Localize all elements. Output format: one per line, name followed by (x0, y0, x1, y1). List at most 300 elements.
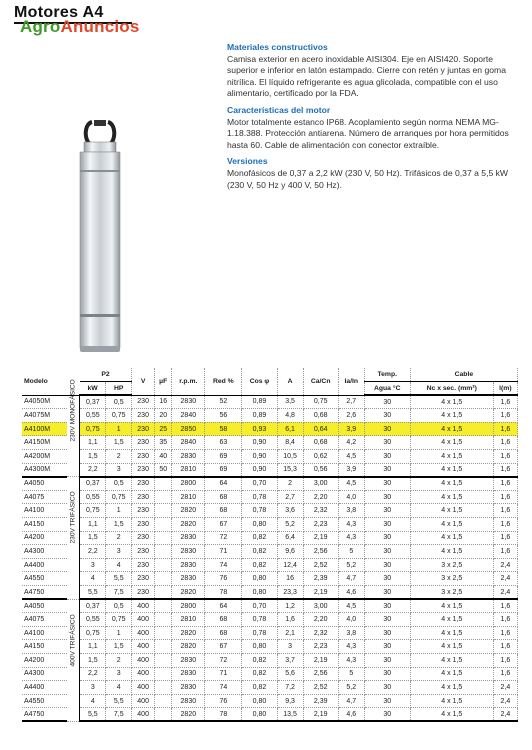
cell-ncsec: 4 x 1,5 (410, 545, 493, 559)
cell-cos: 0,82 (242, 545, 277, 559)
cell-lm: 2,4 (493, 681, 517, 695)
spec-section-title: Características del motor (227, 104, 331, 115)
cell-cos: 0,90 (242, 436, 277, 450)
cell-temp: 30 (364, 477, 410, 491)
cell-uf (155, 531, 172, 545)
cell-ncsec: 4 x 1,5 (410, 463, 493, 477)
cell-rpm: 2810 (172, 613, 205, 627)
cell-uf (155, 640, 172, 654)
cell-model: A4400 (22, 681, 67, 695)
cell-lm: 1,6 (493, 613, 517, 627)
cell-iain: 3,9 (338, 463, 364, 477)
cell-hp: 0,75 (106, 490, 132, 504)
cell-rpm: 2830 (172, 667, 205, 681)
cell-lm: 2,4 (493, 586, 517, 600)
table-row (22, 586, 518, 600)
cell-kw: 0,55 (80, 613, 106, 627)
cell-kw: 1,5 (80, 531, 106, 545)
cell-rpm: 2820 (172, 708, 205, 722)
cell-cos: 0,82 (242, 667, 277, 681)
cell-kw: 5,5 (80, 586, 106, 600)
cell-red: 68 (205, 613, 242, 627)
cell-rpm: 2830 (172, 450, 205, 464)
cell-cos: 0,89 (242, 409, 277, 423)
cell-hp: 5,5 (106, 694, 132, 708)
cell-cacn: 2,19 (303, 653, 338, 667)
cell-v: 230 (132, 518, 155, 532)
specs-panel (227, 42, 525, 196)
cell-model: A4050 (22, 599, 67, 613)
cell-cacn: 0,64 (303, 422, 338, 436)
cell-ncsec: 4 x 1,5 (410, 436, 493, 450)
table-row (22, 653, 518, 667)
cell-iain: 4,5 (338, 477, 364, 491)
cell-iain: 2,7 (338, 395, 364, 409)
cell-uf (155, 504, 172, 518)
group-label-text: 400V TRIFÁSICO (69, 613, 77, 667)
cell-lm: 2,4 (493, 694, 517, 708)
table-row (22, 395, 518, 409)
cell-ncsec: 4 x 1,5 (410, 504, 493, 518)
cell-lm: 1,6 (493, 640, 517, 654)
col-header-cable: Cable (410, 368, 517, 382)
cell-temp: 30 (364, 450, 410, 464)
cell-red: 76 (205, 572, 242, 586)
cell-red: 67 (205, 518, 242, 532)
cell-v: 230 (132, 558, 155, 572)
cell-kw: 1,1 (80, 640, 106, 654)
cell-a: 4,8 (277, 409, 303, 423)
cell-model: A4750 (22, 586, 67, 600)
cell-rpm: 2810 (172, 490, 205, 504)
cell-a: 6,4 (277, 531, 303, 545)
cell-lm: 1,6 (493, 653, 517, 667)
cell-ncsec: 4 x 1,5 (410, 708, 493, 722)
cell-temp: 30 (364, 518, 410, 532)
cell-hp: 1 (106, 626, 132, 640)
cell-kw: 1,5 (80, 653, 106, 667)
cell-iain: 4,3 (338, 518, 364, 532)
cell-model: A4075M (22, 409, 67, 423)
cell-ncsec: 4 x 1,5 (410, 490, 493, 504)
cell-hp: 2 (106, 450, 132, 464)
cell-rpm: 2800 (172, 477, 205, 491)
cell-rpm: 2840 (172, 436, 205, 450)
cell-uf (155, 599, 172, 613)
col-header-uf: µF (155, 368, 172, 395)
cell-cacn: 2,32 (303, 504, 338, 518)
spec-section-body: Camisa exterior en acero inoxidable AISI304. Eje en AISI420. Soporte superior e inferior en latón estampado. Cierre con retén y juntas en goma nitrílica. El líquido refrigerante es agua glicolada, compatible con el uso alimentario, certificado por la FDA. (227, 53, 506, 99)
cell-rpm: 2840 (172, 409, 205, 423)
cell-cacn: 0,68 (303, 409, 338, 423)
cell-hp: 0,75 (106, 409, 132, 423)
table-row (22, 436, 518, 450)
cell-red: 69 (205, 463, 242, 477)
col-header-model: Modelo (22, 368, 80, 395)
table-row (22, 708, 518, 722)
cell-a: 9,6 (277, 545, 303, 559)
cell-red: 63 (205, 436, 242, 450)
cell-v: 230 (132, 436, 155, 450)
cell-cacn: 2,20 (303, 613, 338, 627)
cell-v: 230 (132, 490, 155, 504)
cell-kw: 0,37 (80, 599, 106, 613)
cell-v: 400 (132, 599, 155, 613)
cell-model: A4750 (22, 708, 67, 722)
table-row (22, 694, 518, 708)
table-row (22, 667, 518, 681)
cell-a: 12,4 (277, 558, 303, 572)
cell-hp: 4 (106, 681, 132, 695)
cell-rpm: 2820 (172, 640, 205, 654)
table-row (22, 450, 518, 464)
cell-uf: 50 (155, 463, 172, 477)
cell-ncsec: 4 x 1,5 (410, 409, 493, 423)
col-header-a: A (277, 368, 303, 395)
cell-lm: 2,4 (493, 572, 517, 586)
cell-cacn: 2,20 (303, 490, 338, 504)
cell-red: 58 (205, 422, 242, 436)
cell-rpm: 2830 (172, 558, 205, 572)
cell-temp: 30 (364, 694, 410, 708)
cell-hp: 3 (106, 545, 132, 559)
cell-cos: 0,82 (242, 531, 277, 545)
cell-v: 230 (132, 572, 155, 586)
table-row (22, 518, 518, 532)
brand-logo-part1: Agro (20, 17, 61, 36)
cell-iain: 5 (338, 545, 364, 559)
cell-kw: 2,2 (80, 545, 106, 559)
cell-model: A4150 (22, 640, 67, 654)
cell-cacn: 2,39 (303, 572, 338, 586)
cell-red: 72 (205, 653, 242, 667)
cell-red: 78 (205, 708, 242, 722)
cell-rpm: 2820 (172, 518, 205, 532)
table-row (22, 422, 518, 436)
cell-kw: 0,75 (80, 504, 106, 518)
table-row (22, 504, 518, 518)
cell-hp: 2 (106, 653, 132, 667)
brand-logo-part2: Anuncios (60, 17, 140, 36)
cell-iain: 3,9 (338, 422, 364, 436)
cell-v: 230 (132, 463, 155, 477)
cell-model: A4200 (22, 653, 67, 667)
cell-lm: 1,6 (493, 531, 517, 545)
spec-section (227, 156, 525, 191)
group-label (67, 379, 80, 477)
cell-ncsec: 4 x 1,5 (410, 477, 493, 491)
cell-ncsec: 4 x 1,5 (410, 640, 493, 654)
spec-section-body: Monofásicos de 0,37 a 2,2 kW (230 V, 50 Hz). Trifásicos de 0,37 a 5,5 kW (230 V, 50 Hz y 400 V, 50 Hz). (227, 167, 509, 190)
cell-uf (155, 572, 172, 586)
cell-a: 16 (277, 572, 303, 586)
cell-uf (155, 558, 172, 572)
cell-rpm: 2820 (172, 504, 205, 518)
cell-temp: 30 (364, 463, 410, 477)
cell-ncsec: 3 x 2,5 (410, 572, 493, 586)
motor-image (70, 118, 130, 356)
cell-kw: 0,37 (80, 477, 106, 491)
cell-hp: 2 (106, 531, 132, 545)
cell-a: 3 (277, 640, 303, 654)
cell-temp: 30 (364, 640, 410, 654)
cell-hp: 1 (106, 422, 132, 436)
cell-rpm: 2830 (172, 681, 205, 695)
cell-cacn: 2,52 (303, 681, 338, 695)
cell-cacn: 2,23 (303, 640, 338, 654)
cell-lm: 1,6 (493, 450, 517, 464)
cell-cacn: 2,56 (303, 667, 338, 681)
cell-v: 400 (132, 640, 155, 654)
cell-uf (155, 653, 172, 667)
col-header-rpm: r.p.m. (172, 368, 205, 395)
cell-temp: 30 (364, 504, 410, 518)
cell-red: 67 (205, 640, 242, 654)
cell-cacn: 2,19 (303, 586, 338, 600)
cell-cos: 0,89 (242, 395, 277, 409)
cell-a: 2,1 (277, 626, 303, 640)
cell-rpm: 2830 (172, 395, 205, 409)
col-header-red: Red % (205, 368, 242, 395)
cell-v: 230 (132, 504, 155, 518)
cell-iain: 4,6 (338, 708, 364, 722)
cell-kw: 2,2 (80, 667, 106, 681)
cell-a: 2,7 (277, 490, 303, 504)
cell-a: 6,1 (277, 422, 303, 436)
cell-red: 68 (205, 626, 242, 640)
cell-a: 3,7 (277, 653, 303, 667)
cell-a: 3,5 (277, 395, 303, 409)
cell-hp: 1,5 (106, 640, 132, 654)
cell-uf: 40 (155, 450, 172, 464)
cell-iain: 3,8 (338, 504, 364, 518)
cell-model: A4075 (22, 613, 67, 627)
table-row (22, 409, 518, 423)
cell-cos: 0,78 (242, 613, 277, 627)
cell-ncsec: 4 x 1,5 (410, 667, 493, 681)
cell-cacn: 2,52 (303, 558, 338, 572)
cell-a: 13,5 (277, 708, 303, 722)
cell-kw: 4 (80, 694, 106, 708)
cell-cos: 0,93 (242, 422, 277, 436)
cell-uf (155, 477, 172, 491)
cell-model: A4300M (22, 463, 67, 477)
spec-section (227, 42, 525, 100)
cell-lm: 1,6 (493, 409, 517, 423)
col-header-v: V (132, 368, 155, 395)
cell-cacn: 2,19 (303, 531, 338, 545)
cell-uf: 35 (155, 436, 172, 450)
table-row (22, 613, 518, 627)
cell-cos: 0,78 (242, 504, 277, 518)
cell-iain: 5 (338, 667, 364, 681)
cell-a: 8,4 (277, 436, 303, 450)
cell-iain: 4,6 (338, 586, 364, 600)
cell-model: A4200M (22, 450, 67, 464)
cell-lm: 1,6 (493, 518, 517, 532)
cell-model: A4075 (22, 490, 67, 504)
cell-temp: 30 (364, 422, 410, 436)
cell-cos: 0,82 (242, 653, 277, 667)
cell-temp: 30 (364, 708, 410, 722)
cell-hp: 0,75 (106, 613, 132, 627)
table-row (22, 490, 518, 504)
cell-v: 230 (132, 586, 155, 600)
cell-model: A4150M (22, 436, 67, 450)
cell-iain: 4,5 (338, 599, 364, 613)
cell-temp: 30 (364, 558, 410, 572)
cell-ncsec: 4 x 1,5 (410, 599, 493, 613)
cell-ncsec: 4 x 1,5 (410, 694, 493, 708)
cell-kw: 1,1 (80, 436, 106, 450)
cell-temp: 30 (364, 545, 410, 559)
cell-kw: 2,2 (80, 463, 106, 477)
table-row (22, 640, 518, 654)
cell-lm: 1,6 (493, 504, 517, 518)
cell-cacn: 0,75 (303, 395, 338, 409)
cell-uf (155, 490, 172, 504)
table-row (22, 626, 518, 640)
cell-lm: 1,6 (493, 545, 517, 559)
cell-uf: 16 (155, 395, 172, 409)
cell-red: 72 (205, 531, 242, 545)
cell-ncsec: 4 x 1,5 (410, 395, 493, 409)
cell-iain: 2,6 (338, 409, 364, 423)
group-label (67, 477, 80, 599)
cell-uf (155, 613, 172, 627)
cell-temp: 30 (364, 395, 410, 409)
cell-ncsec: 4 x 1,5 (410, 518, 493, 532)
table-row (22, 463, 518, 477)
col-header-iain: Ia/In (338, 368, 364, 395)
cell-red: 74 (205, 681, 242, 695)
cell-uf (155, 545, 172, 559)
cell-ncsec: 3 x 2,5 (410, 558, 493, 572)
cell-temp: 30 (364, 599, 410, 613)
cell-cacn: 2,39 (303, 694, 338, 708)
group-label-text: 230V MONOFÁSICO (69, 379, 77, 442)
cell-uf (155, 586, 172, 600)
table-row (22, 558, 518, 572)
cell-v: 230 (132, 422, 155, 436)
cell-temp: 30 (364, 490, 410, 504)
cell-hp: 1,5 (106, 518, 132, 532)
cell-v: 230 (132, 450, 155, 464)
spec-section (227, 105, 525, 151)
cell-red: 78 (205, 586, 242, 600)
table-row (22, 572, 518, 586)
col-header-agua: Agua °C (364, 382, 410, 396)
cell-a: 5,2 (277, 518, 303, 532)
cell-red: 64 (205, 477, 242, 491)
col-header-cos: Cos φ (242, 368, 277, 395)
cell-lm: 1,6 (493, 422, 517, 436)
cell-cos: 0,90 (242, 450, 277, 464)
cell-cos: 0,82 (242, 681, 277, 695)
cell-model: A4300 (22, 545, 67, 559)
cell-lm: 2,4 (493, 708, 517, 722)
cell-cacn: 0,68 (303, 436, 338, 450)
cell-temp: 30 (364, 586, 410, 600)
cell-hp: 0,5 (106, 477, 132, 491)
col-header-hp: HP (106, 382, 132, 396)
cell-hp: 3 (106, 463, 132, 477)
cell-v: 400 (132, 626, 155, 640)
cell-red: 52 (205, 395, 242, 409)
cell-iain: 4,3 (338, 653, 364, 667)
cell-rpm: 2830 (172, 531, 205, 545)
cell-v: 400 (132, 667, 155, 681)
col-header-temp: Temp. (364, 368, 410, 382)
cell-cacn: 0,56 (303, 463, 338, 477)
cell-a: 23,3 (277, 586, 303, 600)
cell-red: 68 (205, 490, 242, 504)
cell-lm: 1,6 (493, 599, 517, 613)
cell-temp: 30 (364, 613, 410, 627)
cell-ncsec: 4 x 1,5 (410, 681, 493, 695)
cell-cos: 0,80 (242, 640, 277, 654)
cell-cacn: 0,62 (303, 450, 338, 464)
cell-uf (155, 681, 172, 695)
cell-cos: 0,80 (242, 694, 277, 708)
cell-v: 400 (132, 613, 155, 627)
cell-temp: 30 (364, 653, 410, 667)
cell-a: 3,6 (277, 504, 303, 518)
cell-uf: 25 (155, 422, 172, 436)
cell-ncsec: 4 x 1,5 (410, 626, 493, 640)
table-row (22, 477, 518, 491)
cell-iain: 4,0 (338, 613, 364, 627)
cell-hp: 0,5 (106, 395, 132, 409)
cell-lm: 1,6 (493, 395, 517, 409)
cell-cacn: 2,23 (303, 518, 338, 532)
cell-v: 230 (132, 545, 155, 559)
cell-model: A4550 (22, 572, 67, 586)
cell-uf (155, 518, 172, 532)
cell-iain: 3,8 (338, 626, 364, 640)
cell-temp: 30 (364, 572, 410, 586)
col-header-cacn: Ca/Cn (303, 368, 338, 395)
cell-a: 7,2 (277, 681, 303, 695)
cell-model: A4050M (22, 395, 67, 409)
cell-temp: 30 (364, 667, 410, 681)
cell-hp: 3 (106, 667, 132, 681)
cell-lm: 2,4 (493, 558, 517, 572)
cell-kw: 0,55 (80, 409, 106, 423)
cell-red: 74 (205, 558, 242, 572)
cell-model: A4300 (22, 667, 67, 681)
cell-temp: 30 (364, 626, 410, 640)
cell-kw: 0,55 (80, 490, 106, 504)
table-row (22, 545, 518, 559)
cell-cos: 0,90 (242, 463, 277, 477)
cell-hp: 1 (106, 504, 132, 518)
cell-temp: 30 (364, 531, 410, 545)
cell-ncsec: 4 x 1,5 (410, 422, 493, 436)
brand-logo (20, 17, 140, 37)
cell-lm: 1,6 (493, 463, 517, 477)
cell-v: 400 (132, 708, 155, 722)
cell-uf: 20 (155, 409, 172, 423)
cell-kw: 3 (80, 558, 106, 572)
cell-uf (155, 626, 172, 640)
cell-hp: 0,5 (106, 599, 132, 613)
cell-a: 2 (277, 477, 303, 491)
cell-cos: 0,78 (242, 626, 277, 640)
group-label-text: 230V TRIFÁSICO (69, 491, 77, 544)
col-header-kw: kW (80, 382, 106, 396)
motor-spec-table (22, 368, 518, 722)
